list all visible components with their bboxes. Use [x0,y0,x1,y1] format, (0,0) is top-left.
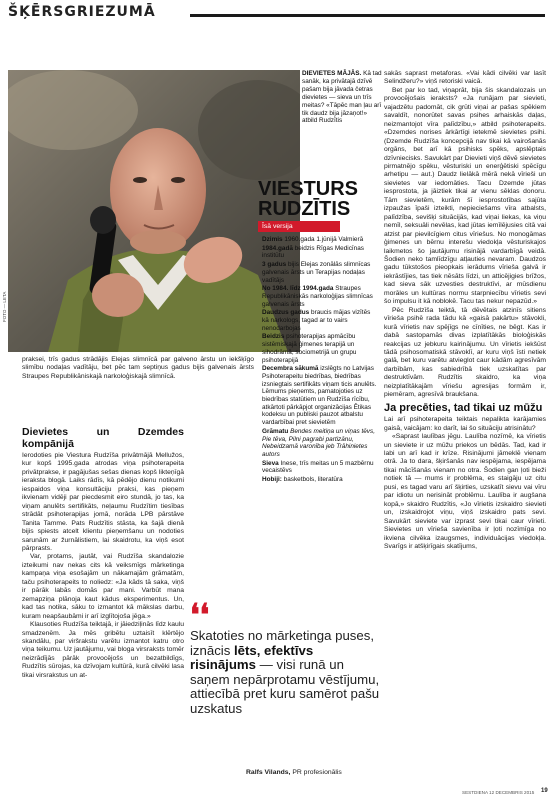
article-paragraph: Var, protams, jautāt, vai Rudzīša skandalozie izteikumi nav nekas cits kā veiksmīgs mārketinga kampaņa viņa esošajām un nākamajām grāmatām, taču psihoterapeits to noliedz: «Ja kāds tā saka, viņš ir pārāk labās domās par mani. Varbūt mana zemapziņa plānoja kaut kādus eksperimentus. Un, kad tas notika, sāku to izmantot kā mākslas darbu, kuram neapšaubāmi ir arī izglītojoša jēga.» [22,553,184,620]
page-number: 19 [541,788,548,794]
article-paragraph: Bet par ko tad, viņaprāt, bija šis skandalozais un provocējošais ieraksts? «Ja runājam par sievieti, vajadzētu padomāt, cik grūti viņai ar pašas spēkiem savaldīt, nonorūtet savas psihes arhaiskās daļas, neizmantojot vīra palīdzību,» atbild psihoterapeits. «Dzemdes norises ārkārtīgi ietekmē sievietes psihi. (Dzemde Rudzīša koncepcijā nav tikai kā vairošanās orgāns, bet arī kā psihisks spēks, apslēptais dzīvniecisks. Savukārt par Dievieti viņš dēvē sievietes pirmatnējo spēku, vēsturiski un enerģētiski spēcīgu arhetipu — aut.) Daudz lielākā mērā nekā vīrieši un sievietes var iedomāties. Tacu Dzemde jūtas iesprostota, ja jāiztiek tikai ar vienu sēklas donoru. Tām sievietēm, kurām šī iesprostotības sajūta izpaužas īpaši izteikti, nepieciešams vīra atbalsts, palīdzība, sevišķi situācijās, kad viņai liekas, ka viņu nemīl, seksuāli nevēlas, kad jūtas iemīlējusies citā vai atzist par pievilcīgiem citus vīriešus. No monogāmas ģimenes un bērnu interešu viedokļa vēsturiskajos laikmetos šo jautājumu risinājā vardarbīgā veidā. Šodien neko tamlīdzīgu atļauties nevaram. Daudzos gadu tūkstošos pieopkais ierādums vīrieša galvā ir iekrāstījies, tas tiek nēsāts līdzi, un atticējigies brīžos, kad sieva sāk uzvesties destruktīvi, ar mūsdienu morāles un kultūras normu starpniecību vīrietis sevi šo impulsu it kā noblokē. Tacu tas nekur nepazūd.» [384,86,546,306]
photo-credit: FOTO — LETA [2,291,7,322]
issue-date: SESTDIENA 12 DECEMBRIS 2015 [462,790,535,795]
subheading-1: Dievietes un Dzemdes kompānijā [22,426,184,450]
photo-caption [302,70,382,125]
bio-tag: Īsā versija [258,221,340,232]
bio-item: Hobiji: basketbols, literatūra [262,476,343,484]
bio-item: 1984.gadā beidzis Rīgas Medicīnas institūtu [262,244,364,260]
bio-list [262,236,377,485]
section-header: ŠĶĒRSGRIEZUMĀ [8,4,156,20]
bio-item: 3 gadus bijis Elejas zonālās slimnīcas galvenais ārsts un Terapijas nodaļas vadītājs [262,261,371,284]
article-paragraph: «Saprast laulības jēgu. Laulība nozīmē, ka vīrietis un sieviete ir uz mūžu priekos un bēdās. Tad, kad ir labi un arī kad ir krīze. Risinājumi jāmeklē vienam otrā. Ja to dara, šķiršanās nav iespējama, iespējama tikai mācīšanās vienam no otra. Šodien gan ļoti bieži notiek tā — mums ir problēma, es staigāju uz citu pusi, es tagad varu arī šķirties, uzskatīt sievu vai vīru par idiotu un nerisināt problēmu. Laulība ir augšana kopā,» skaidro Rudzītis, «Jo vīrietis izskaidro sievieti un, izskaidrojot viņu, viņš izskaidro pats sevi. Savukārt sieviete var izprast sevi tikai caur vīrieti. Sievietes un vīrieša savienība ir ļoti nozīmīga no ikviena cilvēka izaugsmes, individuācijas viedokļa. Svarīgs ir atšķirīgais skatījums, [384,433,546,550]
caption-text: Kā tad sanāk, ka privātajā dzīvē pašam bija jāvada četras dievietes — sieva un trīs meitas? «Tāpēc man ļau arī tik daudz bija jāzaņot!» atbild Rudzītis [302,70,382,125]
bio-item: No 1984. līdz 1994.gada Straupes Republikāniskās narkoloģijas slimnīcas galvenais ārsts [262,285,373,308]
bio-item: Sieva Inese, trīs meitas un 5 mazbērnu vecaistēvs [262,459,374,475]
subheading-2: Ja precēties, tad tikai uz mūžu [384,401,543,414]
bio-name-last: RUDZĪTIS [258,198,351,220]
article-paragraph: Ierodoties pie Viestura Rudzīša privātmājā Mellužos, kur kopš 1995.gada atrodas viņa psihoterapeita privātprakse, ir pagājušas sešas dienas kopš likteņīgā ieraksta blogā. Laiks rādīs, kā pēdējo dienu notikumi iespaidos viņa konsultāciju praksi, kas pieņem ikvienam vidēji par piecdesmit eiro stundā, jo tas, ka viņam anulēts sertifikāts, neļaumu Rudzītim tiesības strādāt psihoterapijas jomā, norāda LPB pārstāve Tanita Tamme. Pats Rudzītis stāsta, ka šajā dienā bijis spiests atcelt klientu pieņemšanu un nodoties sarunām ar žurnālistiem, lai skaidrotu, ka viņš esot pārprasts. [22,452,184,552]
bio-item: Decembra sākumā izslēgts no Latvijas Psihoterapeitu biedrības, biedrības izsniegtais sertifikāts viņam ticis anulēts. Lēmums pieņemts, pamatojoties uz biedrības statūtiem un Rudzīša rīcību, atkārtoti pārkāpjot organizācijas Ētikas kodeksu un publiski pauzot atbalstu vardarbībai pret sievietēm [262,365,377,427]
pull-quote [190,598,380,717]
article-left-column [22,424,184,680]
quote-mark-icon: ❛❛ [190,598,210,633]
bio-item: Daudzus gadus braucis mājas vizītēs kā narkologs, tagad ar to vairs nenodarbojas [262,309,371,332]
article-paragraph: Klausoties Rudzīša teiktajā, ir jāiedziļinās līdz kaulu smadzenēm. Ja mēs gribētu uztaisīt klērtējo skandālu, par viršrakstu varētu izmantot katru otro viņa teikumu. Uz jautājumu, vai bloga virsraksts tomēr neizrādījās pārāk provocējošs un bezatbildīgs, Rudzītis sūrojas, ka dzīvojam kultūrā, kurā cilvēki lasa tikai virsrakstus un at- [22,621,184,679]
bio-item: Dzimis 1960.gada 1.jūnijā Valmierā [262,236,364,243]
bio-name-first: VIESTURS [258,178,359,200]
article-paragraph: sakās saprast metaforas. «Vai kādi cilvēki var lasīt Selindžeru?» viņš retoriski vaicā. [384,70,546,86]
article-right-column [384,70,546,551]
portrait-photo [8,70,300,352]
article-lead: praksei, trīs gadus strādājis Elejas slimnīcā par galveno ārstu un iekšķīgo slimību nodaļas vadītāju, bet pēc tam septiņus gadus bijis galvenais ārsts Straupes Republikāniskajā narkoloģiskajā slimnīcā. [22,356,254,380]
article-paragraph: Lai arī psihoterapeita teiktais nepalikta karājamies gaisā, vaicājam: ko darīt, lai šo situāciju atrisinātu? [384,416,546,432]
caption-lead: DIEVIETES MĀJĀS. [302,70,362,77]
article-paragraph: Pēc Rudzīša teiktā, tā dēvētais atzinīs sitiens vīrieša psihē rada tādu kā «gaisā pakārtu» stāvokli, kurā vīrietis nav spējīgs ne cīnīties, ne bēgt. Kas ir dabā sastopamās divas izplatītākās bioloģiskās reakcijas uz jebkuru kairinājumu. Un vīrietis iekšūst tādā psihosomatiskā stāvoklī, ar kuru viņš īsti netiek galā, bet kuru varētu atvieglot caur kādām agresīvām darbībām, kas sabiedrībā tiek uzskatītas par destruktīvām. Rudzītis skaidro, ka viņa neizplatītākajām vīriešu agresijas formām ir, piemēram, agresīvā braukšana. [384,306,546,399]
bio-item: Beidzis psihoterapijas apmācību sistēmiskajā ģimenes terapijā un sihodrāmā, sociometrijā un grupu psihoterapijā [262,333,357,364]
header-rule [190,14,545,17]
bio-name [258,179,378,219]
quote-text: Skatoties no mārketinga puses, iznācis lēts, efektīvs risinājums — visi runā un saņem nepārprotamu vēstījumu, attiecībā pret kuru samērot pašu uzskatus [190,628,380,716]
quote-author: Ralfs Vilands, PR profesionālis [246,769,342,776]
bio-item: Grāmatu Bendes meitiņa un viņas tēvs, Pie tēva, Pilni pagrabi partizānu, Nebeidzamā varonība jeb Trāhinietes autors [262,427,375,458]
